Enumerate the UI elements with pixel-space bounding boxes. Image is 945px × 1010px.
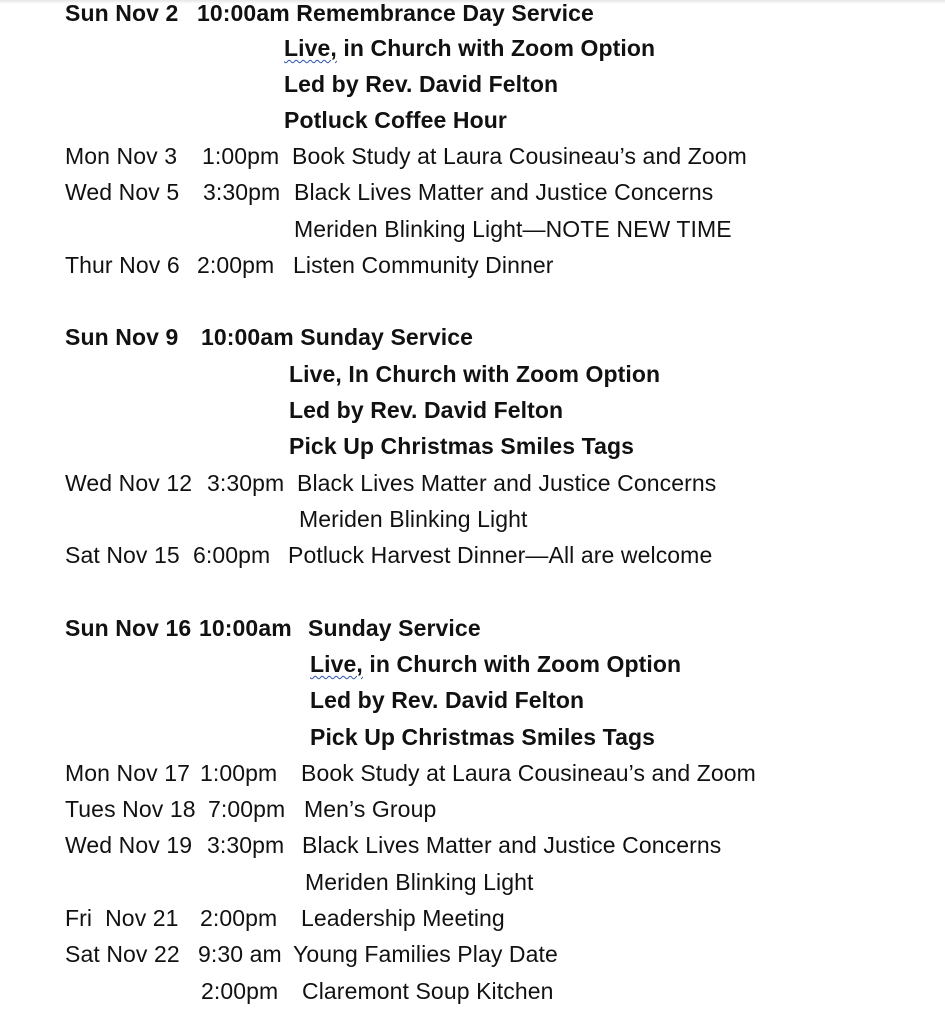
event-time: 10:00am [201, 324, 294, 350]
event-nov12-title: Black Lives Matter and Justice Concerns [297, 470, 717, 496]
event-nov6-day: Thur Nov 6 [65, 252, 180, 278]
event-nov19-day: Wed Nov 19 [65, 832, 193, 858]
event-nov16-title: Sunday Service [308, 615, 481, 641]
live-word: Live, [284, 35, 337, 61]
event-nov2-time-title [197, 0, 594, 26]
event-nov18-day: Tues Nov 18 [65, 796, 196, 822]
event-title: Sunday Service [300, 324, 473, 350]
event-nov21-title: Leadership Meeting [301, 905, 505, 931]
event-nov12-sub: Meriden Blinking Light [299, 506, 528, 532]
event-nov3-time: 1:00pm [202, 143, 280, 169]
event-nov3-day: Mon Nov 3 [65, 143, 178, 169]
event-nov16-day: Sun Nov 16 [65, 615, 192, 641]
event-nov22-title2: Claremont Soup Kitchen [302, 978, 554, 1004]
event-time: 10:00am [197, 0, 290, 26]
live-rest: in Church with Zoom Option [336, 35, 656, 61]
event-nov21-time: 2:00pm [200, 905, 278, 931]
event-title: Remembrance Day Service [296, 0, 594, 26]
event-nov9-day: Sun Nov 9 [65, 324, 179, 350]
event-nov19-sub: Meriden Blinking Light [305, 869, 534, 895]
event-day: Sun Nov 2 [65, 0, 179, 26]
event-nov21-day: Fri Nov 21 [65, 905, 179, 931]
event-nov16-live [310, 651, 681, 677]
event-nov6-title: Listen Community Dinner [293, 252, 554, 278]
event-nov12-time: 3:30pm [207, 470, 285, 496]
event-nov2-leader: Led by Rev. David Felton [284, 71, 559, 97]
live-word: Live, [310, 651, 363, 677]
event-nov17-day: Mon Nov 17 [65, 760, 191, 786]
event-nov19-time: 3:30pm [207, 832, 285, 858]
event-nov5-day: Wed Nov 5 [65, 179, 180, 205]
event-nov22-time: 9:30 am [198, 941, 282, 967]
event-nov22-time2: 2:00pm [201, 978, 279, 1004]
event-nov6-time: 2:00pm [197, 252, 275, 278]
event-nov18-time: 7:00pm [208, 796, 286, 822]
event-nov12-day: Wed Nov 12 [65, 470, 193, 496]
event-nov2-live [284, 35, 655, 61]
event-nov3-title: Book Study at Laura Cousineau’s and Zoom [292, 143, 747, 169]
event-nov5-title: Black Lives Matter and Justice Concerns [294, 179, 714, 205]
event-nov9-note: Pick Up Christmas Smiles Tags [289, 433, 635, 459]
event-nov17-title: Book Study at Laura Cousineau’s and Zoom [301, 760, 756, 786]
event-nov5-time: 3:30pm [203, 179, 281, 205]
event-nov16-time: 10:00am [199, 615, 292, 641]
live-rest: in Church with Zoom Option [362, 651, 682, 677]
event-nov22-title: Young Families Play Date [293, 941, 558, 967]
event-nov2-row [65, 0, 178, 26]
event-nov17-time: 1:00pm [200, 760, 278, 786]
event-nov15-title: Potluck Harvest Dinner—All are welcome [288, 542, 713, 568]
event-nov16-leader: Led by Rev. David Felton [310, 687, 585, 713]
event-nov5-sub: Meriden Blinking Light—NOTE NEW TIME [294, 216, 732, 242]
event-nov22-day: Sat Nov 22 [65, 941, 180, 967]
event-nov2-note: Potluck Coffee Hour [284, 107, 507, 133]
event-nov15-time: 6:00pm [193, 542, 271, 568]
event-nov16-note: Pick Up Christmas Smiles Tags [310, 724, 656, 750]
event-nov15-day: Sat Nov 15 [65, 542, 180, 568]
event-nov9-leader: Led by Rev. David Felton [289, 397, 564, 423]
event-nov19-title: Black Lives Matter and Justice Concerns [302, 832, 722, 858]
event-nov18-title: Men’s Group [304, 796, 437, 822]
event-nov9-live: Live, In Church with Zoom Option [289, 361, 661, 387]
event-nov9-time-title [201, 324, 473, 350]
